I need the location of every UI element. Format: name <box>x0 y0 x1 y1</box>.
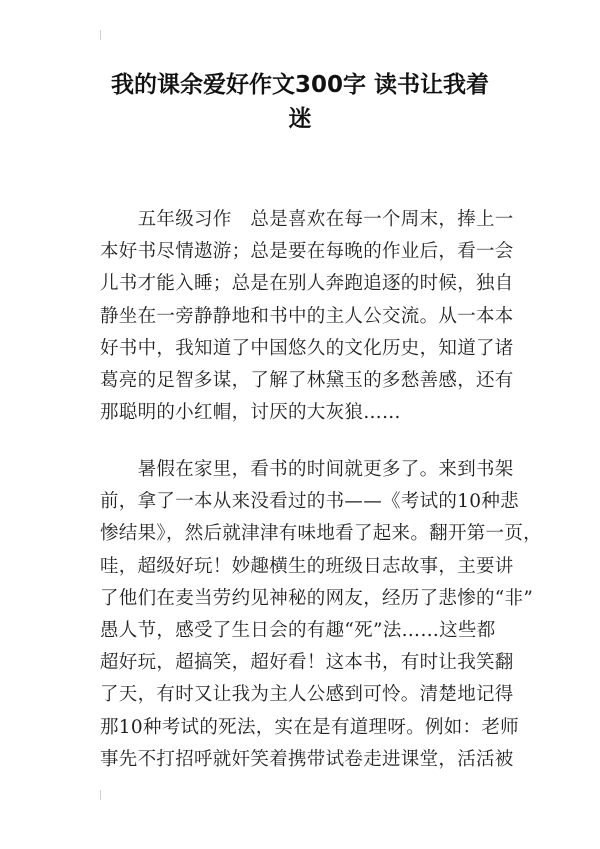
text-line: 哇，超级好玩！妙趣横生的班级日志故事，主要讲 <box>100 555 514 577</box>
text-line: 儿书才能入睡；总是在别人奔跑追逐的时候，独自 <box>100 273 514 295</box>
text-line: 静坐在一旁静静地和书中的主人公交流。从一本本 <box>100 305 514 327</box>
text-line: 了他们在麦当劳约见神秘的网友，经历了悲惨的“非” <box>100 587 534 609</box>
text-line: 惨结果》，然后就津津有味地看了起来。翻开第一页， <box>100 523 542 545</box>
text-line: 那10种考试的死法，实在是有道理呀。例如：老师 <box>100 716 519 738</box>
title-line: 我的课余爱好作文300字 读书让我着 <box>110 72 490 98</box>
paragraph-2 <box>100 454 542 776</box>
document-title <box>80 68 520 136</box>
text-line: 了天，有时又让我为主人公感到可怜。清楚地记得 <box>100 684 514 706</box>
text-line: 暑假在家里，看书的时间就更多了。来到书架 <box>100 459 514 480</box>
title-line: 迷 <box>288 106 312 132</box>
text-line: 前，拿了一本从来没看过的书——《考试的10种悲 <box>100 491 519 513</box>
text-line: 好书中，我知道了中国悠久的文化历史，知道了诸 <box>100 337 514 359</box>
text-line: 本好书尽情遨游；总是要在每晚的作业后，看一会 <box>100 241 514 263</box>
text-line: 那聪明的小红帽，讨厌的大灰狼…… <box>100 402 401 424</box>
text-line: 事先不打招呼就奸笑着携带试卷走进课堂，活活被 <box>100 748 514 770</box>
page-corner-mark-bottom <box>100 790 101 800</box>
page-corner-mark-top <box>100 30 101 40</box>
text-line: 葛亮的足智多谋，了解了林黛玉的多愁善感，还有 <box>100 370 514 392</box>
text-line: 愚人节，感受了生日会的有趣“死”法……这些都 <box>100 620 496 642</box>
paragraph-1 <box>100 204 514 429</box>
text-line: 五年级习作 总是喜欢在每一个周末，捧上一 <box>100 209 514 230</box>
text-line: 超好玩，超搞笑，超好看！这本书，有时让我笑翻 <box>100 652 514 674</box>
